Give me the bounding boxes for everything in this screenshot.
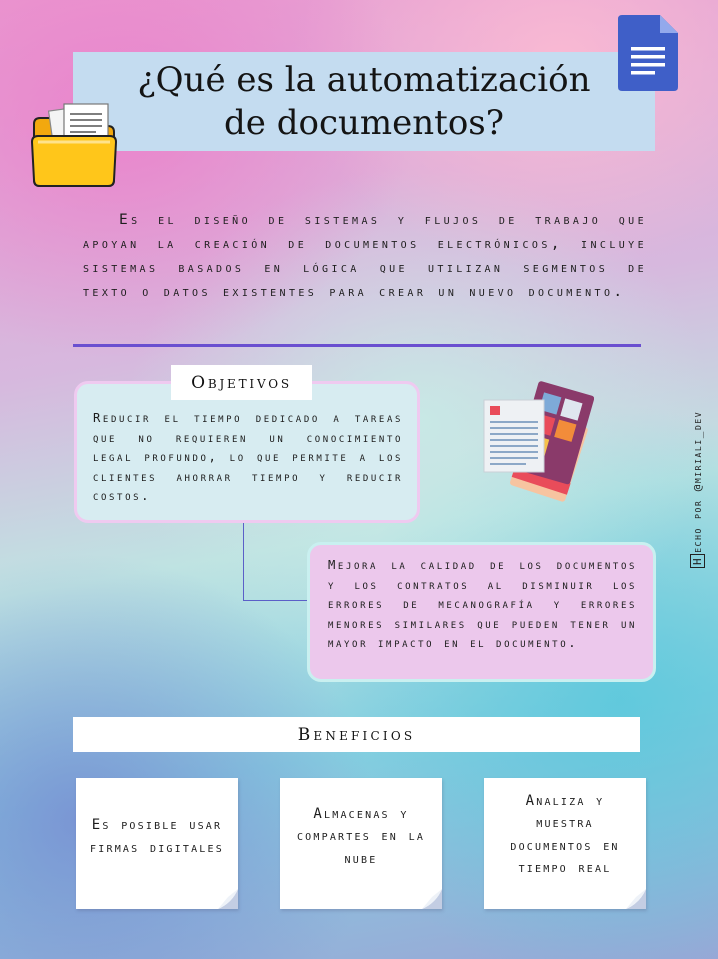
page-curl-icon [218,889,238,909]
intro-paragraph: Es el diseño de sistemas y flujos de trabajo que apoyan la creación de documentos electrónicos, incluye sistemas basados en lógica que utilizan segmentos de texto o datos existentes para crear un nuevo documento. [83,212,647,300]
page-curl-icon [626,889,646,909]
connector-line [243,523,244,601]
benefit-text: Es posible usar firmas digitales [90,817,224,856]
documents-illustration-icon [482,380,594,510]
beneficios-heading: Beneficios [73,717,640,752]
author-credit-initial: H [690,554,705,568]
connector-line [243,600,307,601]
page-curl-icon [422,889,442,909]
page-title: ¿Qué es la automatización de documentos? [137,59,591,143]
folder-icon [30,102,118,188]
title-banner [73,52,655,151]
benefit-note-1 [76,778,238,909]
author-credit-text: echo por @miriali_dev [691,410,704,553]
benefit-text: Analiza y muestra documentos en tiempo real [510,792,620,876]
author-credit [690,411,705,568]
objective-card-2: Mejora la calidad de los documentos y los contratos al disminuir los errores de mecanografía y errores menores similares que pueden tener un mayor impacto en el documento. [307,542,656,682]
benefit-note-2 [280,778,442,909]
objective-card-1: Reducir el tiempo dedicado a tareas que no requieren un conocimiento legal profundo, lo que permite a los clientes ahorrar tiempo y reducir costos. [74,381,420,523]
benefit-note-3 [484,778,646,909]
benefit-text: Almacenas y compartes en la nube [296,805,426,867]
section-divider [73,344,641,347]
objetivos-heading: Objetivos [171,365,312,400]
google-docs-icon [618,15,678,91]
